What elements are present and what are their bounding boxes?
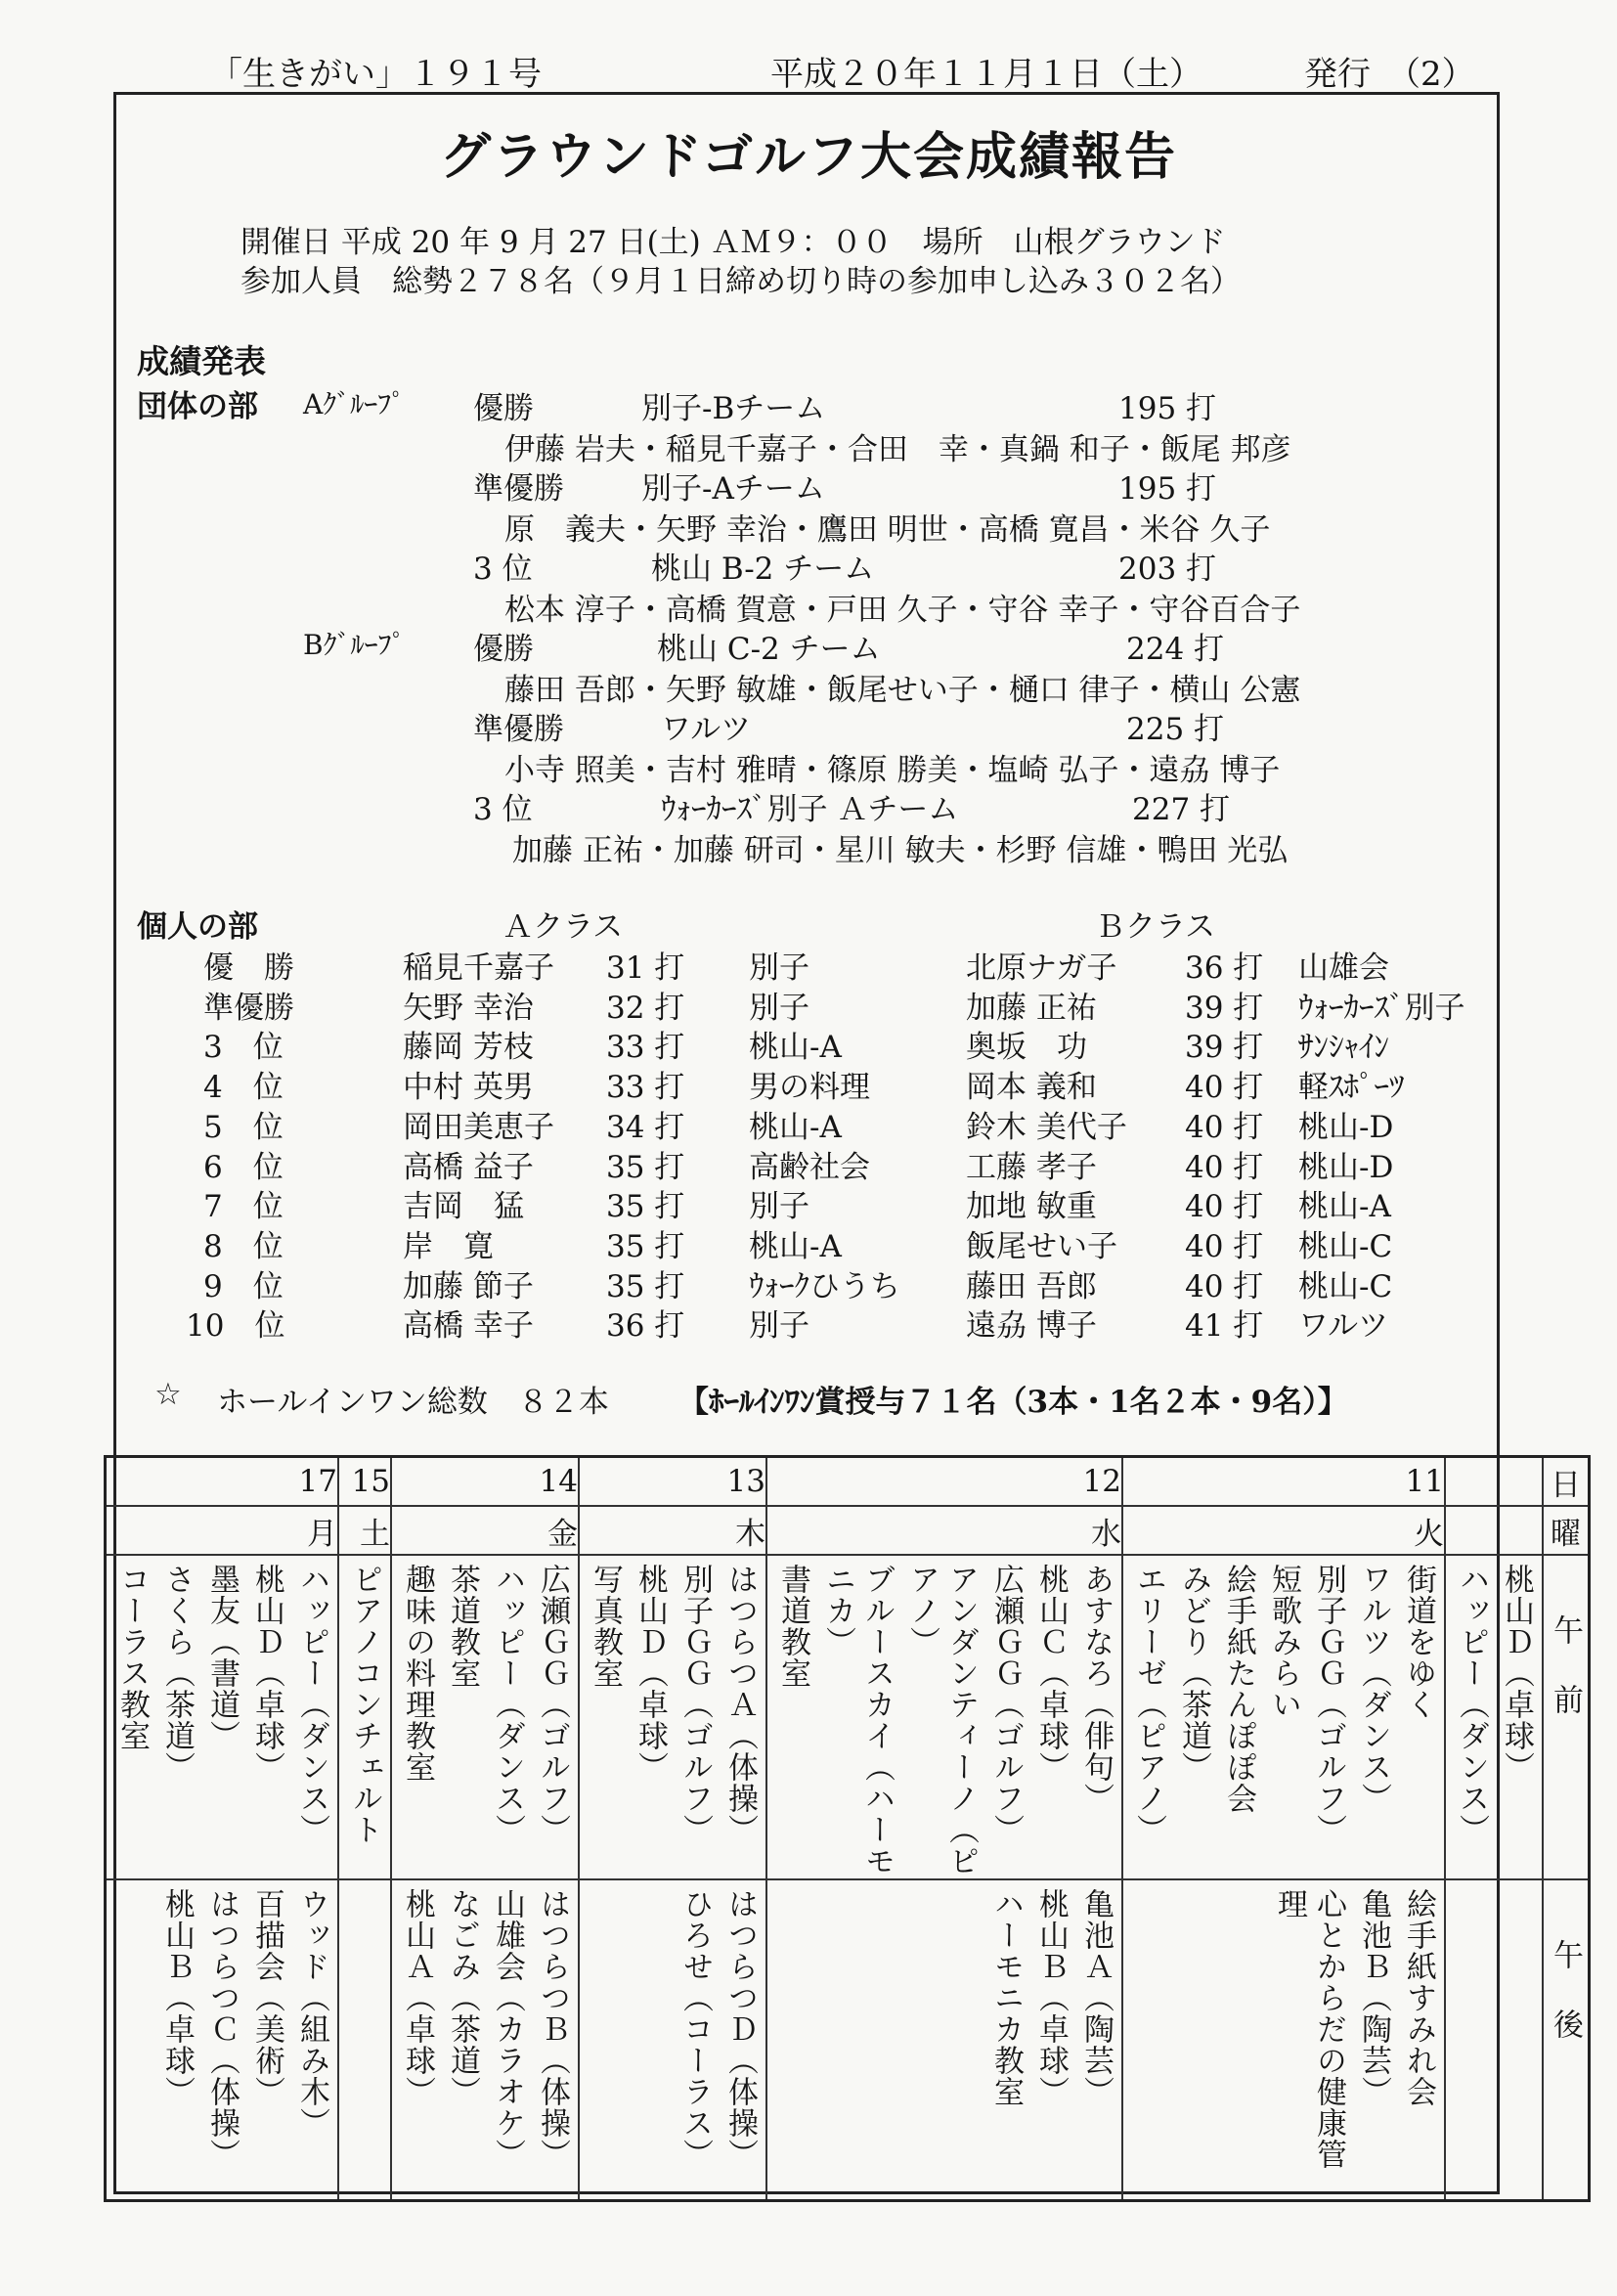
class-a-score: 32 打 bbox=[606, 991, 685, 1026]
class-a-score: 34 打 bbox=[606, 1110, 685, 1145]
rank: 4 位 bbox=[203, 1070, 284, 1105]
activity-item: あすなろ（俳句） bbox=[1078, 1564, 1114, 1814]
weekday bbox=[1445, 1506, 1543, 1555]
event-info-line1: 開催日 平成 20 年 9 月 27 日(土) ＡＭ９：００ 場所 山根グラウンド bbox=[240, 225, 1226, 260]
activity-item: ウッド（組み木） bbox=[294, 1888, 329, 2139]
class-a-score: 33 打 bbox=[606, 1070, 685, 1105]
class-b-score: 39 打 bbox=[1185, 991, 1264, 1026]
morning-cell bbox=[106, 1555, 339, 1879]
team-members: 加藤 正祐・加藤 研司・星川 敏夫・杉野 信雄・鴨田 光弘 bbox=[512, 833, 1289, 868]
rank: 7 位 bbox=[203, 1189, 284, 1224]
class-a-name: 加藤 節子 bbox=[403, 1269, 534, 1304]
activity-item: ブルースカイ（ハーモニカ） bbox=[820, 1564, 895, 1877]
group-a-label: Aｸﾞﾙｰﾌﾟ bbox=[303, 388, 406, 420]
activity-item: 街道をゆく bbox=[1401, 1564, 1436, 1720]
class-b-score: 40 打 bbox=[1185, 1070, 1264, 1105]
hole-in-one-award: 【ﾎｰﾙｲﾝﾜﾝ賞授与７１名（3本・1名２本・9名）】 bbox=[678, 1385, 1348, 1420]
class-a-name: 矢野 幸治 bbox=[403, 991, 534, 1026]
class-b-score: 40 打 bbox=[1185, 1150, 1264, 1185]
morning-cell bbox=[391, 1555, 579, 1879]
team-name: 桃山 C-2 チーム bbox=[657, 632, 881, 667]
team-rank: 3 位 bbox=[473, 792, 533, 827]
day-row bbox=[106, 1457, 1590, 1507]
results-heading: 成績発表 bbox=[137, 342, 266, 380]
class-a-score: 31 打 bbox=[606, 950, 685, 986]
schedule-table bbox=[104, 1455, 1591, 2202]
activity-item: 桃山Ｄ（卓球） bbox=[249, 1564, 284, 1783]
class-a-score: 35 打 bbox=[606, 1150, 685, 1185]
day-label bbox=[1543, 1457, 1590, 1507]
day-number bbox=[1445, 1457, 1543, 1507]
team-rank: 優勝 bbox=[473, 632, 534, 667]
class-a-club: 別子 bbox=[749, 1308, 809, 1344]
group-b-label: Bｸﾞﾙｰﾌﾟ bbox=[303, 629, 406, 661]
activity-item: はつらつＣ（体操） bbox=[204, 1888, 240, 2170]
morning-label-text: 午前 bbox=[1548, 1614, 1583, 1753]
individual-section-label: 個人の部 bbox=[137, 909, 258, 945]
class-a-name: 中村 英男 bbox=[403, 1070, 534, 1105]
activity-item: 短歌みらい bbox=[1266, 1564, 1301, 1720]
class-b-score: 39 打 bbox=[1185, 1030, 1264, 1065]
class-b-score: 40 打 bbox=[1185, 1269, 1264, 1304]
afternoon-cell bbox=[579, 1879, 766, 2201]
class-b-name: 藤田 吾郎 bbox=[966, 1269, 1097, 1304]
rank: 9 位 bbox=[203, 1269, 284, 1304]
day-number: 17 bbox=[106, 1457, 339, 1507]
class-b-score: 40 打 bbox=[1185, 1189, 1264, 1224]
day-number: 14 bbox=[391, 1457, 579, 1507]
rank: 優 勝 bbox=[203, 950, 294, 986]
activity-item: 趣味の料理教室 bbox=[400, 1564, 435, 1783]
team-score: 224 打 bbox=[1126, 632, 1225, 667]
activity-item: 絵手紙たんぽぽ会 bbox=[1221, 1564, 1256, 1814]
activity-item: 桃山Ａ（卓球） bbox=[400, 1888, 435, 2107]
activity-item: 絵手紙すみれ会 bbox=[1401, 1888, 1436, 2107]
morning-cell bbox=[1122, 1555, 1445, 1879]
class-b-score: 36 打 bbox=[1185, 950, 1264, 986]
class-a-score: 33 打 bbox=[606, 1030, 685, 1065]
activity-item: 墨友（書道） bbox=[204, 1564, 240, 1751]
activity-item: ハッピー（ダンス） bbox=[490, 1564, 525, 1845]
class-a-score: 35 打 bbox=[606, 1189, 685, 1224]
class-b-name: 工藤 孝子 bbox=[966, 1150, 1097, 1185]
activity-item: ハッピー（ダンス） bbox=[1454, 1564, 1489, 1845]
class-a-heading: Ａクラス bbox=[503, 909, 624, 945]
rank: 10 位 bbox=[186, 1308, 285, 1344]
weekday: 金 bbox=[391, 1506, 579, 1555]
team-rank: 準優勝 bbox=[473, 471, 564, 507]
team-rank: 準優勝 bbox=[473, 712, 564, 747]
rank: 8 位 bbox=[203, 1229, 284, 1264]
day-number: 15 bbox=[338, 1457, 391, 1507]
afternoon-cell bbox=[766, 1879, 1122, 2201]
class-a-club: 桃山-A bbox=[749, 1030, 842, 1065]
day-number: 12 bbox=[766, 1457, 1122, 1507]
class-b-name: 奥坂 功 bbox=[966, 1030, 1087, 1065]
weekday: 木 bbox=[579, 1506, 766, 1555]
weekday: 火 bbox=[1122, 1506, 1445, 1555]
class-b-score: 41 打 bbox=[1185, 1308, 1264, 1344]
activity-item: はつらつＢ（体操） bbox=[535, 1888, 570, 2170]
afternoon-row bbox=[106, 1879, 1590, 2201]
class-b-club: 桃山-A bbox=[1298, 1189, 1391, 1224]
class-a-club: 別子 bbox=[749, 991, 809, 1026]
activity-item: 桃山Ｂ（卓球） bbox=[159, 1888, 195, 2107]
team-score: 225 打 bbox=[1126, 712, 1225, 747]
team-rank: 優勝 bbox=[473, 391, 534, 426]
day-label-text: 日 bbox=[1551, 1467, 1581, 1503]
team-name: ｳｫｰｶｰｽﾞ別子 Ａチーム bbox=[661, 792, 959, 827]
class-b-club: 桃山-D bbox=[1298, 1110, 1394, 1145]
class-b-club: 山雄会 bbox=[1298, 950, 1389, 986]
rank: 準優勝 bbox=[203, 991, 294, 1026]
activity-item: 桃山Ｄ（卓球） bbox=[1499, 1564, 1534, 1783]
weekday: 水 bbox=[766, 1506, 1122, 1555]
afternoon-label bbox=[1543, 1879, 1590, 2201]
team-rank: 3 位 bbox=[473, 552, 533, 587]
class-a-club: ｳｫｰｸひうち bbox=[749, 1269, 900, 1304]
class-b-name: 遠劦 博子 bbox=[966, 1308, 1097, 1344]
class-a-name: 高橋 益子 bbox=[403, 1150, 534, 1185]
activity-item: ハッピー（ダンス） bbox=[294, 1564, 329, 1845]
activity-item: 亀池Ｂ（陶芸） bbox=[1356, 1888, 1391, 2107]
team-name: 別子-Aチーム bbox=[641, 471, 825, 507]
team-name: 桃山 B-2 チーム bbox=[651, 552, 875, 587]
class-b-club: 桃山-C bbox=[1298, 1229, 1393, 1264]
class-b-score: 40 打 bbox=[1185, 1229, 1264, 1264]
morning-row bbox=[106, 1555, 1590, 1879]
activity-item: 広瀬ＧＧ（ゴルフ） bbox=[988, 1564, 1024, 1845]
activity-item: 別子ＧＧ（ゴルフ） bbox=[677, 1564, 713, 1845]
activity-item: エリーゼ（ピアノ） bbox=[1131, 1564, 1166, 1845]
issue-date: 平成２０年１１月１日（土） bbox=[770, 55, 1202, 94]
team-members: 松本 淳子・高橋 賀意・戸田 久子・守谷 幸子・守谷百合子 bbox=[504, 593, 1301, 628]
activity-item: ピアノコンチェルト bbox=[347, 1564, 382, 1845]
day-number: 13 bbox=[579, 1457, 766, 1507]
class-b-heading: Ｂクラス bbox=[1095, 909, 1216, 945]
morning-cell bbox=[766, 1555, 1122, 1879]
afternoon-cell bbox=[391, 1879, 579, 2201]
hole-in-one-total: ホールインワン総数 ８２本 bbox=[217, 1385, 609, 1420]
activity-item: コーラス教室 bbox=[114, 1564, 150, 1751]
class-a-club: 男の料理 bbox=[749, 1070, 870, 1105]
activity-item: 山雄会（カラオケ） bbox=[490, 1888, 525, 2170]
afternoon-label-text: 午後 bbox=[1548, 1939, 1583, 2078]
morning-label bbox=[1543, 1555, 1590, 1879]
class-a-name: 藤岡 芳枝 bbox=[403, 1030, 534, 1065]
class-a-club: 桃山-A bbox=[749, 1110, 842, 1145]
activity-item: 心とからだの健康管理 bbox=[1272, 1888, 1346, 2170]
team-section-label: 団体の部 bbox=[137, 389, 258, 424]
weekday-row bbox=[106, 1506, 1590, 1555]
team-name: ワルツ bbox=[661, 712, 752, 747]
weekday: 月 bbox=[106, 1506, 339, 1555]
activity-item: はつらつＡ（体操） bbox=[722, 1564, 758, 1845]
morning-cell bbox=[579, 1555, 766, 1879]
team-members: 小寺 照美・吉村 雅晴・篠原 勝美・塩崎 弘子・遠劦 博子 bbox=[504, 753, 1281, 788]
team-members: 伊藤 岩夫・稲見千嘉子・合田 幸・真鍋 和子・飯尾 邦彦 bbox=[504, 432, 1291, 467]
class-a-club: 桃山-A bbox=[749, 1229, 842, 1264]
activity-item: 広瀬ＧＧ（ゴルフ） bbox=[535, 1564, 570, 1845]
activity-item: ひろせ（コーラス） bbox=[677, 1888, 713, 2170]
class-a-name: 稲見千嘉子 bbox=[403, 950, 554, 986]
activity-item: 桃山Ｂ（卓球） bbox=[1033, 1888, 1069, 2107]
class-b-club: ｻﾝｼｬｲﾝ bbox=[1298, 1030, 1389, 1065]
activity-item: 桃山Ｄ（卓球） bbox=[633, 1564, 668, 1783]
activity-item: 写真教室 bbox=[588, 1564, 623, 1689]
class-a-score: 36 打 bbox=[606, 1308, 685, 1344]
activity-item: 別子ＧＧ（ゴルフ） bbox=[1311, 1564, 1346, 1845]
afternoon-cell bbox=[1445, 1879, 1543, 2201]
team-score: 203 打 bbox=[1118, 552, 1217, 587]
activity-item: 茶道教室 bbox=[445, 1564, 480, 1689]
activity-item: ハーモニカ教室 bbox=[988, 1888, 1024, 2107]
afternoon-cell bbox=[338, 1879, 391, 2201]
activity-item: ワルツ（ダンス） bbox=[1356, 1564, 1391, 1814]
class-b-name: 飯尾せい子 bbox=[966, 1229, 1117, 1264]
activity-item: アンダンティーノ（ピアノ） bbox=[904, 1564, 979, 1877]
morning-cell bbox=[1445, 1555, 1543, 1879]
weekday-label-text: 曜 bbox=[1551, 1516, 1581, 1552]
class-b-club: ｳｫｰｶｰｽﾞ別子 bbox=[1298, 991, 1465, 1026]
class-a-score: 35 打 bbox=[606, 1229, 685, 1264]
weekday: 土 bbox=[338, 1506, 391, 1555]
activity-item: 書道教室 bbox=[775, 1564, 810, 1689]
team-score: 227 打 bbox=[1132, 792, 1231, 827]
class-b-name: 加藤 正祐 bbox=[966, 991, 1097, 1026]
star-icon: ☆ bbox=[154, 1377, 182, 1412]
morning-cell bbox=[338, 1555, 391, 1879]
class-b-name: 岡本 義和 bbox=[966, 1070, 1097, 1105]
rank: 5 位 bbox=[203, 1110, 284, 1145]
class-a-club: 別子 bbox=[749, 1189, 809, 1224]
team-score: 195 打 bbox=[1118, 391, 1217, 426]
activity-item: なごみ（茶道） bbox=[445, 1888, 480, 2107]
class-b-score: 40 打 bbox=[1185, 1110, 1264, 1145]
class-b-club: 桃山-C bbox=[1298, 1269, 1393, 1304]
class-b-name: 鈴木 美代子 bbox=[966, 1110, 1127, 1145]
rank: 3 位 bbox=[203, 1030, 284, 1065]
class-b-club: ワルツ bbox=[1298, 1308, 1389, 1344]
class-a-name: 吉岡 猛 bbox=[403, 1189, 524, 1224]
class-b-club: 軽ｽﾎﾟｰﾂ bbox=[1298, 1070, 1405, 1105]
page-title: グラウンドゴルフ大会成績報告 bbox=[440, 127, 1177, 187]
weekday-label bbox=[1543, 1506, 1590, 1555]
event-info-line2: 参加人員 総勢２７８名（９月１日締め切り時の参加申し込み３０２名） bbox=[240, 264, 1241, 299]
class-a-name: 岸 寛 bbox=[403, 1229, 494, 1264]
team-members: 藤田 吾郎・矢野 敏雄・飯尾せい子・樋口 律子・横山 公憲 bbox=[504, 673, 1301, 708]
team-name: 別子-Bチーム bbox=[641, 391, 826, 426]
rank: 6 位 bbox=[203, 1150, 284, 1185]
activity-item: 桃山Ｃ（卓球） bbox=[1033, 1564, 1069, 1783]
issue-page: 発行 （2） bbox=[1304, 55, 1475, 94]
day-number: 11 bbox=[1122, 1457, 1445, 1507]
class-b-name: 加地 敏重 bbox=[966, 1189, 1097, 1224]
class-a-name: 高橋 幸子 bbox=[403, 1308, 534, 1344]
activity-item: 亀池Ａ（陶芸） bbox=[1078, 1888, 1114, 2107]
activity-item: みどり（茶道） bbox=[1176, 1564, 1211, 1783]
class-b-club: 桃山-D bbox=[1298, 1150, 1394, 1185]
activity-item: さくら（茶道） bbox=[159, 1564, 195, 1783]
team-score: 195 打 bbox=[1118, 471, 1217, 507]
newsletter-name: 「生きがい」１９１号 bbox=[209, 55, 542, 94]
class-a-club: 別子 bbox=[749, 950, 809, 986]
class-a-name: 岡田美恵子 bbox=[403, 1110, 554, 1145]
team-members: 原 義夫・矢野 幸治・鷹田 明世・高橋 寛昌・米谷 久子 bbox=[504, 512, 1271, 548]
afternoon-cell bbox=[1122, 1879, 1445, 2201]
afternoon-cell bbox=[106, 1879, 339, 2201]
activity-item: 百描会（美術） bbox=[249, 1888, 284, 2107]
class-a-score: 35 打 bbox=[606, 1269, 685, 1304]
class-b-name: 北原ナガ子 bbox=[966, 950, 1117, 986]
class-a-club: 高齢社会 bbox=[749, 1150, 870, 1185]
activity-item: はつらつＤ（体操） bbox=[722, 1888, 758, 2170]
